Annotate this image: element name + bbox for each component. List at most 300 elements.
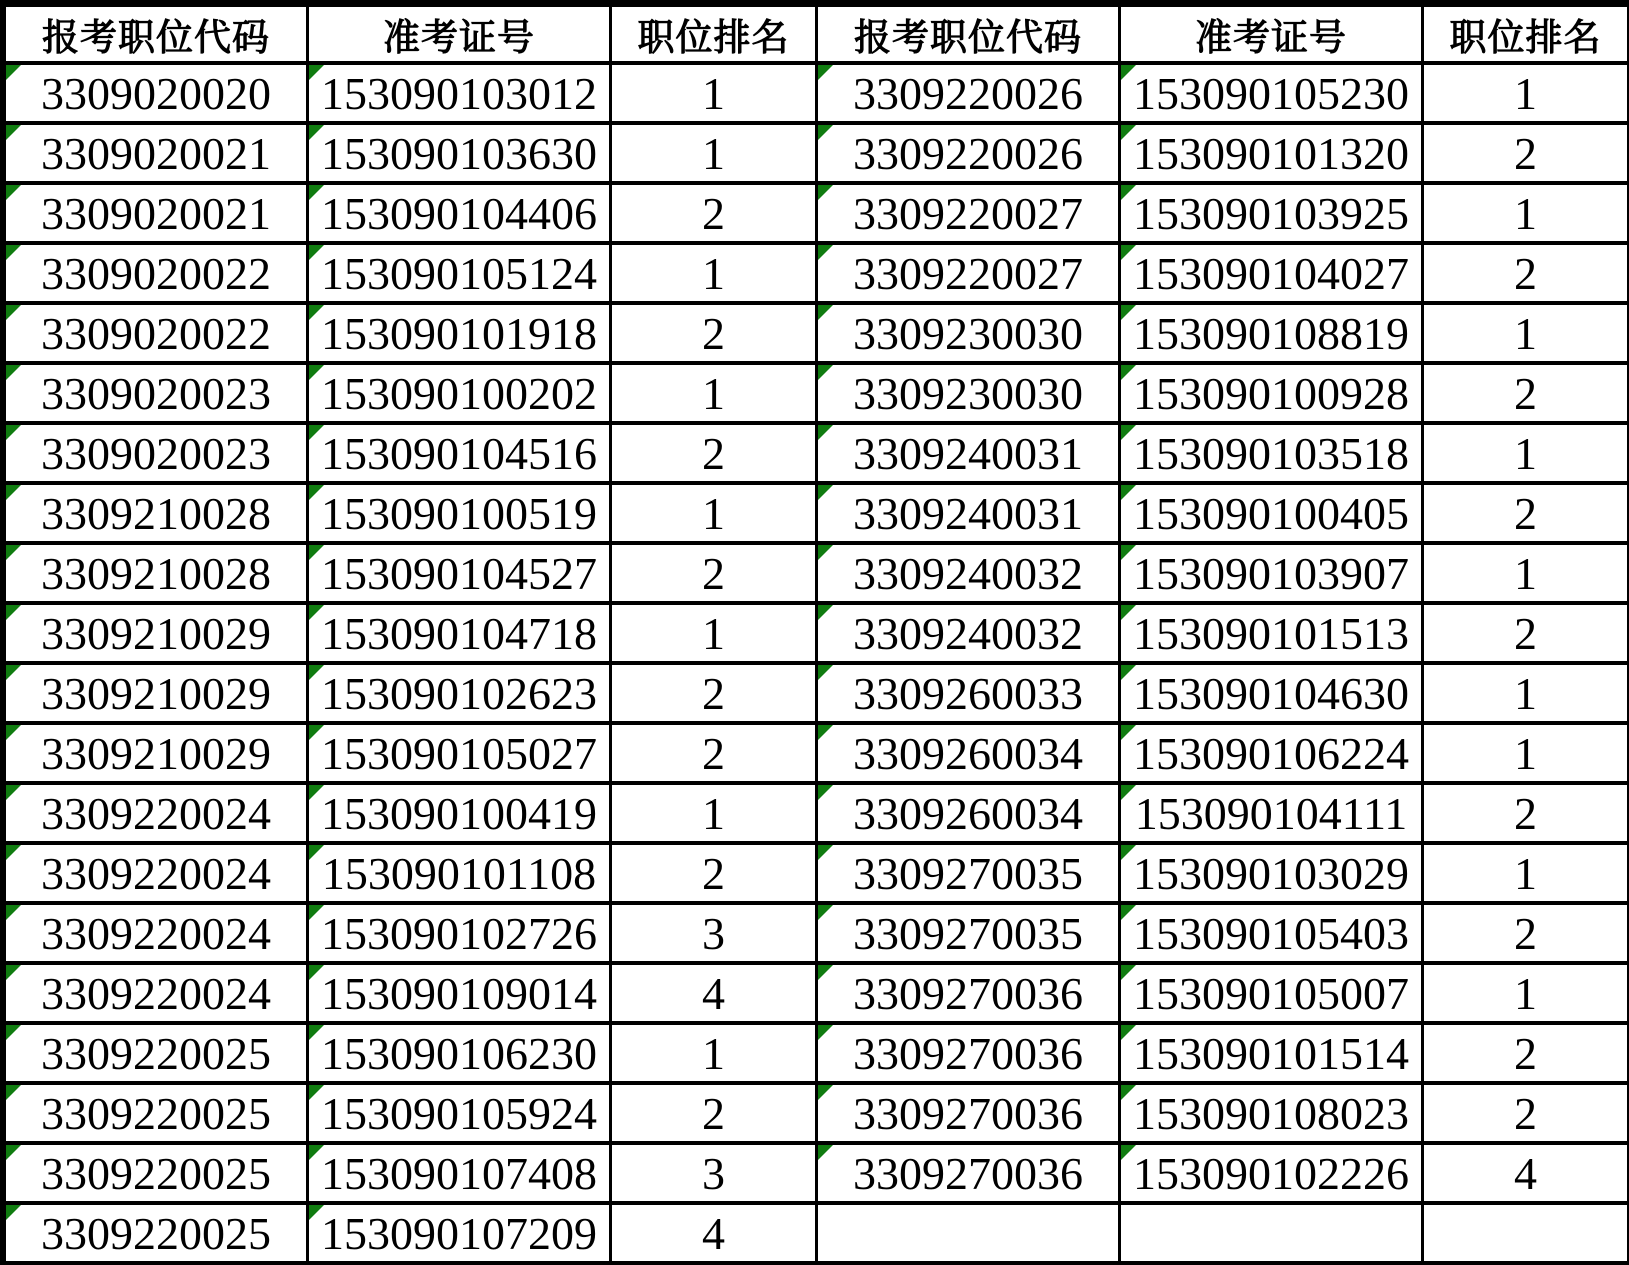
cell-value: 2	[702, 187, 725, 239]
cell-rank[interactable]	[1423, 243, 1629, 303]
cell-ticket-number[interactable]	[1120, 303, 1423, 363]
cell-job-code[interactable]	[5, 423, 308, 483]
cell-value: 2	[1514, 127, 1537, 179]
cell-value: 153090102726	[321, 907, 597, 959]
cell-rank[interactable]	[1423, 783, 1629, 843]
error-flag-icon	[1121, 425, 1136, 440]
error-flag-icon	[6, 785, 21, 800]
error-flag-icon	[309, 1025, 324, 1040]
cell-rank[interactable]	[611, 243, 817, 303]
cell-value: 2	[1514, 487, 1537, 539]
cell-value: 2	[702, 667, 725, 719]
cell-value: 2	[702, 1087, 725, 1139]
cell-job-code[interactable]	[817, 903, 1120, 963]
error-flag-icon	[818, 245, 833, 260]
cell-rank[interactable]	[1423, 63, 1629, 123]
cell-rank[interactable]	[611, 303, 817, 363]
cell-rank[interactable]	[1423, 423, 1629, 483]
cell-job-code[interactable]	[5, 963, 308, 1023]
error-flag-icon	[818, 485, 833, 500]
cell-value: 153090100928	[1133, 367, 1409, 419]
table-row	[5, 123, 1629, 183]
cell-job-code[interactable]	[5, 363, 308, 423]
cell-ticket-number[interactable]	[308, 423, 611, 483]
cell-value: 1	[1514, 187, 1537, 239]
cell-value: 3309270036	[853, 1027, 1083, 1079]
cell-ticket-number[interactable]	[308, 843, 611, 903]
cell-rank[interactable]	[611, 483, 817, 543]
cell-value: 3309240032	[853, 607, 1083, 659]
cell-ticket-number[interactable]	[1120, 543, 1423, 603]
error-flag-icon	[309, 1085, 324, 1100]
cell-rank[interactable]	[1423, 123, 1629, 183]
cell-ticket-number[interactable]	[1120, 483, 1423, 543]
error-flag-icon	[309, 605, 324, 620]
error-flag-icon	[6, 845, 21, 860]
cell-value: 1	[1514, 967, 1537, 1019]
cell-value: 153090103518	[1133, 427, 1409, 479]
cell-value: 1	[702, 1027, 725, 1079]
cell-job-code[interactable]	[5, 903, 308, 963]
cell-ticket-number[interactable]	[308, 1143, 611, 1203]
error-flag-icon	[6, 725, 21, 740]
cell-value: 3309220027	[853, 247, 1083, 299]
cell-value: 1	[1514, 427, 1537, 479]
cell-value: 3309270035	[853, 907, 1083, 959]
error-flag-icon	[6, 965, 21, 980]
cell-job-code[interactable]	[5, 543, 308, 603]
cell-job-code[interactable]	[5, 603, 308, 663]
error-flag-icon	[6, 605, 21, 620]
cell-value: 2	[1514, 607, 1537, 659]
cell-value: 3309270036	[853, 967, 1083, 1019]
cell-rank[interactable]	[1423, 183, 1629, 243]
cell-job-code[interactable]	[5, 63, 308, 123]
cell-job-code[interactable]	[817, 423, 1120, 483]
cell-value: 153090100202	[321, 367, 597, 419]
cell-job-code[interactable]	[5, 1023, 308, 1083]
cell-job-code[interactable]	[817, 1083, 1120, 1143]
cell-value: 2	[1514, 247, 1537, 299]
cell-ticket-number[interactable]	[1120, 603, 1423, 663]
cell-value: 153090103630	[321, 127, 597, 179]
cell-rank[interactable]	[1423, 1143, 1629, 1203]
error-flag-icon	[818, 785, 833, 800]
table-row	[5, 483, 1629, 543]
cell-value: 4	[702, 1207, 725, 1259]
cell-value: 153090108023	[1133, 1087, 1409, 1139]
cell-job-code[interactable]	[817, 1023, 1120, 1083]
error-flag-icon	[818, 1085, 833, 1100]
cell-job-code[interactable]	[5, 1143, 308, 1203]
table-row	[5, 1143, 1629, 1203]
cell-value: 3309210028	[41, 547, 271, 599]
cell-job-code[interactable]	[817, 63, 1120, 123]
cell-value: 3309270036	[853, 1087, 1083, 1139]
cell-rank[interactable]	[1423, 483, 1629, 543]
cell-value: 153090107209	[321, 1207, 597, 1259]
cell-value: 3309220025	[41, 1027, 271, 1079]
cell-value: 3309260034	[853, 787, 1083, 839]
cell-value: 3309230030	[853, 307, 1083, 359]
cell-ticket-number[interactable]	[308, 1083, 611, 1143]
error-flag-icon	[309, 665, 324, 680]
cell-value: 2	[702, 307, 725, 359]
table-row	[5, 723, 1629, 783]
error-flag-icon	[6, 545, 21, 560]
cell-value: 3309240032	[853, 547, 1083, 599]
cell-value: 153090101514	[1133, 1027, 1409, 1079]
cell-job-code[interactable]	[817, 963, 1120, 1023]
error-flag-icon	[1121, 1145, 1136, 1160]
cell-value: 3309020021	[41, 127, 271, 179]
cell-ticket-number[interactable]	[1120, 903, 1423, 963]
cell-ticket-number[interactable]	[1120, 183, 1423, 243]
error-flag-icon	[309, 425, 324, 440]
cell-value: 3	[702, 1147, 725, 1199]
cell-ticket-number[interactable]	[1120, 123, 1423, 183]
cell-value: 3309020021	[41, 187, 271, 239]
error-flag-icon	[6, 185, 21, 200]
cell-job-code[interactable]	[5, 243, 308, 303]
cell-value: 1	[702, 247, 725, 299]
cell-value: 3309210029	[41, 667, 271, 719]
error-flag-icon	[818, 65, 833, 80]
cell-value: 3309260034	[853, 727, 1083, 779]
cell-value: 1	[1514, 847, 1537, 899]
cell-ticket-number[interactable]	[308, 363, 611, 423]
error-flag-icon	[309, 785, 324, 800]
cell-job-code[interactable]	[817, 363, 1120, 423]
cell-ticket-number[interactable]	[308, 183, 611, 243]
cell-value: 1	[1514, 307, 1537, 359]
cell-rank[interactable]	[611, 63, 817, 123]
cell-rank[interactable]	[611, 663, 817, 723]
error-flag-icon	[309, 245, 324, 260]
cell-ticket-number[interactable]	[1120, 1023, 1423, 1083]
cell-value: 153090107408	[321, 1147, 597, 1199]
cell-rank[interactable]	[611, 843, 817, 903]
cell-value: 2	[1514, 787, 1537, 839]
error-flag-icon	[309, 965, 324, 980]
cell-rank[interactable]	[611, 603, 817, 663]
cell-job-code[interactable]	[817, 183, 1120, 243]
error-flag-icon	[1121, 1025, 1136, 1040]
cell-value: 153090103012	[321, 67, 597, 119]
cell-job-code[interactable]	[5, 663, 308, 723]
error-flag-icon	[818, 1025, 833, 1040]
error-flag-icon	[818, 845, 833, 860]
table-row	[5, 183, 1629, 243]
cell-value: 153090104630	[1133, 667, 1409, 719]
cell-job-code[interactable]	[817, 483, 1120, 543]
cell-ticket-number[interactable]	[1120, 243, 1423, 303]
cell-value: 1	[702, 67, 725, 119]
cell-job-code[interactable]	[5, 483, 308, 543]
cell-value: 3309220024	[41, 787, 271, 839]
cell-ticket-number[interactable]	[308, 663, 611, 723]
cell-value: 1	[702, 607, 725, 659]
error-flag-icon	[1121, 65, 1136, 80]
cell-rank[interactable]	[1423, 663, 1629, 723]
cell-value: 3309210029	[41, 727, 271, 779]
cell-ticket-number[interactable]	[308, 63, 611, 123]
error-flag-icon	[818, 545, 833, 560]
error-flag-icon	[1121, 725, 1136, 740]
error-flag-icon	[309, 905, 324, 920]
cell-job-code[interactable]	[817, 843, 1120, 903]
exam-ranking-table	[3, 3, 1629, 1265]
cell-value: 153090103029	[1133, 847, 1409, 899]
error-flag-icon	[1121, 365, 1136, 380]
error-flag-icon	[1121, 305, 1136, 320]
cell-rank[interactable]	[611, 723, 817, 783]
cell-ticket-number[interactable]	[1120, 963, 1423, 1023]
header-row	[5, 5, 1629, 63]
cell-job-code[interactable]	[817, 303, 1120, 363]
cell-value: 153090102226	[1133, 1147, 1409, 1199]
cell-job-code[interactable]	[817, 723, 1120, 783]
cell-ticket-number[interactable]	[1120, 1083, 1423, 1143]
cell-value: 4	[702, 967, 725, 1019]
cell-job-code[interactable]	[817, 543, 1120, 603]
cell-rank[interactable]	[1423, 1023, 1629, 1083]
error-flag-icon	[1121, 125, 1136, 140]
cell-ticket-number[interactable]	[1120, 1203, 1423, 1263]
error-flag-icon	[6, 1025, 21, 1040]
error-flag-icon	[1121, 785, 1136, 800]
cell-job-code[interactable]	[817, 663, 1120, 723]
cell-value: 3309020023	[41, 367, 271, 419]
error-flag-icon	[1121, 485, 1136, 500]
error-flag-icon	[818, 1145, 833, 1160]
cell-ticket-number[interactable]	[308, 123, 611, 183]
cell-ticket-number[interactable]	[308, 1023, 611, 1083]
cell-job-code[interactable]	[817, 123, 1120, 183]
cell-job-code[interactable]	[817, 603, 1120, 663]
cell-job-code[interactable]	[5, 1203, 308, 1263]
cell-value: 153090103907	[1133, 547, 1409, 599]
cell-job-code[interactable]	[5, 183, 308, 243]
cell-job-code[interactable]	[5, 303, 308, 363]
cell-value: 3309020022	[41, 307, 271, 359]
cell-value: 153090100419	[321, 787, 597, 839]
error-flag-icon	[309, 65, 324, 80]
table-row	[5, 543, 1629, 603]
cell-rank[interactable]	[1423, 603, 1629, 663]
header-ticket-left[interactable]: 准考证号	[308, 5, 611, 63]
cell-ticket-number[interactable]	[308, 603, 611, 663]
cell-job-code[interactable]	[5, 723, 308, 783]
cell-ticket-number[interactable]	[1120, 663, 1423, 723]
cell-rank[interactable]	[611, 1203, 817, 1263]
cell-value: 1	[1514, 67, 1537, 119]
cell-value: 3309240031	[853, 487, 1083, 539]
cell-value: 3309240031	[853, 427, 1083, 479]
cell-rank[interactable]	[611, 543, 817, 603]
cell-value: 153090100519	[321, 487, 597, 539]
header-rank-left[interactable]: 职位排名	[611, 5, 817, 63]
error-flag-icon	[818, 905, 833, 920]
cell-value: 153090104516	[321, 427, 597, 479]
table-row	[5, 843, 1629, 903]
cell-rank[interactable]	[611, 363, 817, 423]
cell-value: 1	[702, 787, 725, 839]
error-flag-icon	[6, 665, 21, 680]
cell-ticket-number[interactable]	[308, 963, 611, 1023]
cell-value: 153090105007	[1133, 967, 1409, 1019]
error-flag-icon	[6, 1205, 21, 1220]
cell-value: 2	[1514, 1027, 1537, 1079]
cell-value: 153090105230	[1133, 67, 1409, 119]
cell-ticket-number[interactable]	[308, 903, 611, 963]
error-flag-icon	[818, 725, 833, 740]
error-flag-icon	[1121, 245, 1136, 260]
cell-value: 2	[702, 847, 725, 899]
table-row	[5, 903, 1629, 963]
header-ticket-right[interactable]: 准考证号	[1120, 5, 1423, 63]
cell-ticket-number[interactable]	[1120, 843, 1423, 903]
cell-value: 153090106230	[321, 1027, 597, 1079]
cell-value: 1	[1514, 727, 1537, 779]
cell-rank[interactable]	[611, 1143, 817, 1203]
cell-ticket-number[interactable]	[308, 1203, 611, 1263]
cell-value: 2	[1514, 907, 1537, 959]
table-row	[5, 303, 1629, 363]
cell-rank[interactable]	[611, 903, 817, 963]
table-row	[5, 363, 1629, 423]
cell-value: 3309020020	[41, 67, 271, 119]
cell-ticket-number[interactable]	[1120, 423, 1423, 483]
cell-ticket-number[interactable]	[1120, 63, 1423, 123]
cell-rank[interactable]	[611, 123, 817, 183]
cell-value: 3309220024	[41, 907, 271, 959]
cell-rank[interactable]	[1423, 963, 1629, 1023]
cell-ticket-number[interactable]	[1120, 783, 1423, 843]
table-row	[5, 783, 1629, 843]
error-flag-icon	[6, 245, 21, 260]
cell-rank[interactable]	[611, 783, 817, 843]
cell-job-code[interactable]	[5, 843, 308, 903]
table-body	[5, 63, 1629, 1263]
cell-rank[interactable]	[1423, 543, 1629, 603]
error-flag-icon	[1121, 185, 1136, 200]
error-flag-icon	[818, 665, 833, 680]
table-row	[5, 63, 1629, 123]
cell-rank[interactable]	[1423, 303, 1629, 363]
error-flag-icon	[309, 545, 324, 560]
cell-value: 3309020023	[41, 427, 271, 479]
cell-rank[interactable]	[1423, 1203, 1629, 1263]
cell-value: 3309220025	[41, 1147, 271, 1199]
cell-rank[interactable]	[1423, 723, 1629, 783]
cell-rank[interactable]	[1423, 843, 1629, 903]
cell-value: 3309270036	[853, 1147, 1083, 1199]
cell-rank[interactable]	[611, 1083, 817, 1143]
cell-ticket-number[interactable]	[1120, 1143, 1423, 1203]
cell-value: 153090101108	[321, 847, 597, 899]
error-flag-icon	[309, 365, 324, 380]
cell-value: 153090104718	[321, 607, 597, 659]
table-row	[5, 663, 1629, 723]
cell-rank[interactable]	[1423, 1083, 1629, 1143]
cell-rank[interactable]	[611, 183, 817, 243]
table-row	[5, 1083, 1629, 1143]
cell-ticket-number[interactable]	[308, 483, 611, 543]
cell-job-code[interactable]	[5, 123, 308, 183]
error-flag-icon	[6, 1085, 21, 1100]
cell-value: 153090105124	[321, 247, 597, 299]
cell-rank[interactable]	[1423, 363, 1629, 423]
cell-job-code[interactable]	[5, 783, 308, 843]
error-flag-icon	[1121, 845, 1136, 860]
cell-value: 3309210029	[41, 607, 271, 659]
error-flag-icon	[309, 185, 324, 200]
error-flag-icon	[1121, 605, 1136, 620]
error-flag-icon	[309, 1145, 324, 1160]
cell-value: 3309220026	[853, 67, 1083, 119]
cell-ticket-number[interactable]	[308, 543, 611, 603]
cell-rank[interactable]	[1423, 903, 1629, 963]
cell-value: 3309270035	[853, 847, 1083, 899]
cell-value: 153090105924	[321, 1087, 597, 1139]
cell-value: 3309230030	[853, 367, 1083, 419]
cell-ticket-number[interactable]	[1120, 363, 1423, 423]
cell-job-code[interactable]	[817, 243, 1120, 303]
cell-ticket-number[interactable]	[308, 783, 611, 843]
cell-ticket-number[interactable]	[308, 303, 611, 363]
cell-job-code[interactable]	[817, 1143, 1120, 1203]
header-rank-right[interactable]: 职位排名	[1423, 5, 1629, 63]
header-job-code-left[interactable]: 报考职位代码	[5, 5, 308, 63]
table-row	[5, 1023, 1629, 1083]
cell-ticket-number[interactable]	[308, 723, 611, 783]
error-flag-icon	[818, 605, 833, 620]
error-flag-icon	[309, 1205, 324, 1220]
cell-value: 153090103925	[1133, 187, 1409, 239]
cell-job-code[interactable]	[817, 783, 1120, 843]
error-flag-icon	[6, 1145, 21, 1160]
error-flag-icon	[818, 185, 833, 200]
error-flag-icon	[1121, 1085, 1136, 1100]
header-job-code-right[interactable]: 报考职位代码	[817, 5, 1120, 63]
table-row	[5, 243, 1629, 303]
error-flag-icon	[309, 725, 324, 740]
cell-job-code[interactable]	[817, 1203, 1120, 1263]
cell-value: 3309220025	[41, 1207, 271, 1259]
cell-value: 3309220026	[853, 127, 1083, 179]
cell-job-code[interactable]	[5, 1083, 308, 1143]
cell-value: 3	[702, 907, 725, 959]
cell-value: 2	[702, 727, 725, 779]
table-row	[5, 1203, 1629, 1263]
cell-value: 2	[702, 427, 725, 479]
cell-ticket-number[interactable]	[308, 243, 611, 303]
error-flag-icon	[1121, 665, 1136, 680]
cell-ticket-number[interactable]	[1120, 723, 1423, 783]
cell-value: 153090108819	[1133, 307, 1409, 359]
cell-value: 153090105403	[1133, 907, 1409, 959]
cell-rank[interactable]	[611, 1023, 817, 1083]
error-flag-icon	[6, 905, 21, 920]
cell-rank[interactable]	[611, 423, 817, 483]
cell-value: 2	[1514, 1087, 1537, 1139]
cell-value: 3309020022	[41, 247, 271, 299]
cell-value: 153090101918	[321, 307, 597, 359]
cell-rank[interactable]	[611, 963, 817, 1023]
cell-value: 153090101513	[1133, 607, 1409, 659]
cell-value: 153090100405	[1133, 487, 1409, 539]
